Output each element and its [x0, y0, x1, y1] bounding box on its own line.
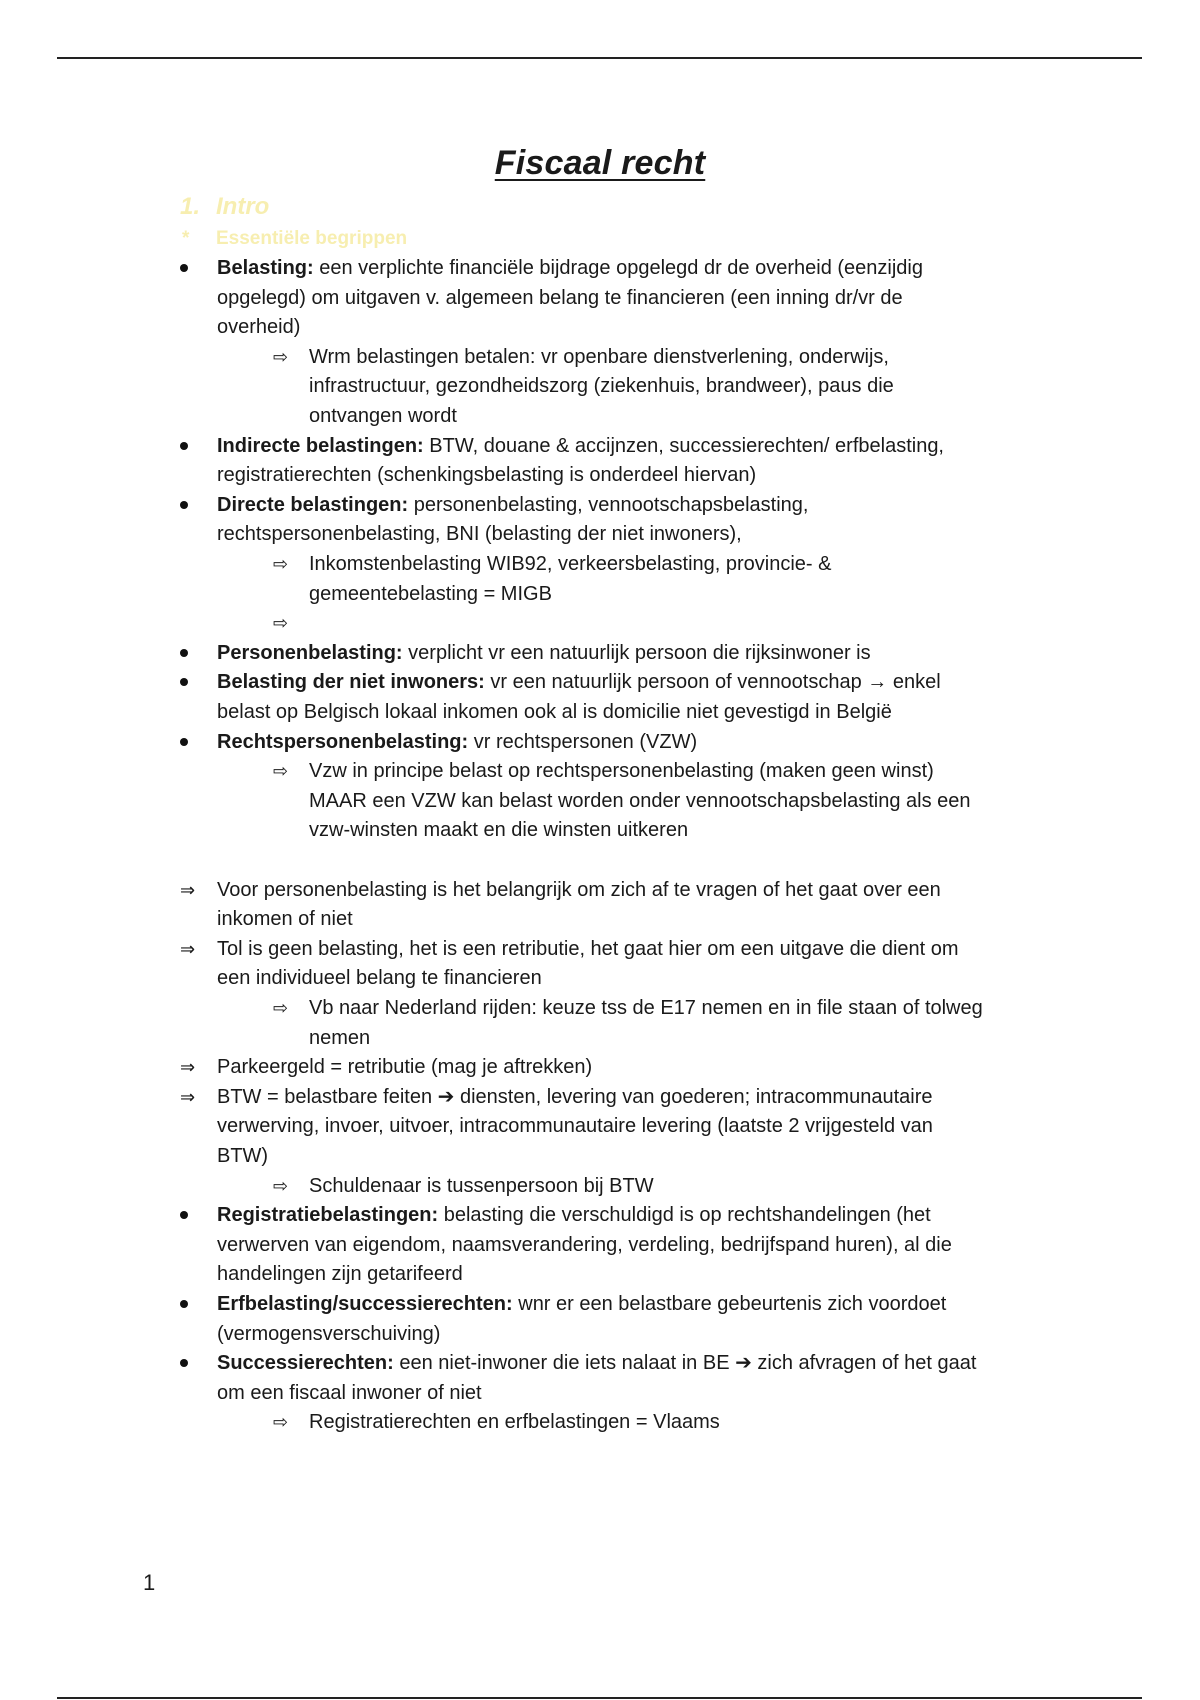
line-text: MAAR een VZW kan belast worden onder vennootschapsbelasting als een — [309, 790, 971, 812]
term-label: Personenbelasting: — [217, 642, 403, 664]
page-number: 1 — [143, 1570, 156, 1595]
text-line — [309, 994, 983, 1022]
line-text: Tol is geen belasting, het is een retributie, het gaat hier om een uitgave die dient om — [217, 938, 959, 960]
text-line — [217, 254, 923, 282]
text-line — [217, 728, 697, 756]
line-text: rechtspersonenbelasting, BNI (belasting der niet inwoners), — [217, 523, 742, 545]
arrow-icon: ⇒ — [180, 1087, 196, 1107]
line-text: vr een natuurlijk persoon of vennootschap → enkel — [484, 671, 941, 693]
text-line — [217, 1053, 592, 1081]
line-text: belast op Belgisch lokaal inkomen ook al is domicilie niet gevestigd in België — [217, 701, 892, 723]
term-label: Directe belastingen: — [217, 494, 409, 516]
line-text: (vermogensverschuiving) — [217, 1323, 441, 1345]
line-text: Vzw in principe belast op rechtspersonenbelasting (maken geen winst) — [309, 760, 934, 782]
arrow-icon: ⇨ — [273, 613, 289, 633]
text-line — [217, 698, 892, 726]
footer-rule — [57, 1697, 1142, 1699]
subsection-heading-text: Essentiële begrippen — [216, 228, 408, 249]
line-text: BTW, douane & accijnzen, successierechten/ erfbelasting, — [423, 435, 944, 457]
line-text: belasting die verschuldigd is op rechtshandelingen (het — [438, 1204, 931, 1226]
text-line — [217, 432, 944, 460]
document-title: Fiscaal recht — [494, 144, 706, 182]
text-line — [217, 1379, 482, 1407]
text-line — [309, 1024, 370, 1052]
line-text: handelingen zijn getarifeerd — [217, 1263, 463, 1285]
section-heading-number: 1. — [180, 193, 201, 220]
arrow-icon: ⇒ — [180, 939, 196, 959]
arrow-icon: ⇨ — [273, 347, 289, 367]
bullet-icon — [180, 254, 188, 282]
arrow-icon: ⇒ — [180, 880, 196, 900]
term-label: Belasting der niet inwoners: — [217, 671, 485, 693]
text-line — [309, 1172, 654, 1200]
text-line — [217, 668, 941, 696]
term-label: Indirecte belastingen: — [217, 435, 424, 457]
text-line — [217, 964, 542, 992]
line-text: nemen — [309, 1027, 371, 1049]
text-line — [217, 1260, 463, 1288]
line-text: Vb naar Nederland rijden: keuze tss de E17 nemen en in file staan of tolweg — [309, 997, 983, 1019]
text-line — [217, 1201, 931, 1229]
line-text: Wrm belastingen betalen: vr openbare dienstverlening, onderwijs, — [309, 346, 889, 368]
text-line — [217, 313, 300, 341]
text-line — [309, 757, 934, 785]
section-heading — [180, 193, 269, 221]
line-text: om een fiscaal inwoner of niet — [217, 1382, 482, 1404]
line-text: Voor personenbelasting is het belangrijk om zich af te vragen of het gaat over een — [217, 879, 941, 901]
bullet-dot — [180, 678, 188, 686]
text-line — [309, 402, 457, 430]
arrow-icon: ⇨ — [273, 1176, 289, 1196]
line-text: vr rechtspersonen (VZW) — [468, 731, 698, 753]
text-line — [217, 905, 353, 933]
arrow-icon: ⇨ — [273, 998, 289, 1018]
arrow-icon: ⇨ — [273, 761, 289, 781]
bullet-icon — [180, 1290, 188, 1318]
bullet-icon — [180, 728, 188, 756]
term-label: Belasting: — [217, 257, 314, 279]
line-text: Schuldenaar is tussenpersoon bij BTW — [309, 1175, 654, 1197]
bullet-dot — [180, 1211, 188, 1219]
text-line — [217, 1320, 440, 1348]
line-text: personenbelasting, vennootschapsbelasting, — [408, 494, 809, 516]
bullet-dot — [180, 501, 188, 509]
bullet-dot — [180, 738, 188, 746]
line-text: ontvangen wordt — [309, 405, 457, 427]
line-text: inkomen of niet — [217, 908, 353, 930]
arrow-icon: ⇨ — [273, 1412, 289, 1432]
text-line — [217, 284, 903, 312]
text-line — [217, 1349, 976, 1377]
line-text: een individueel belang te financieren — [217, 967, 542, 989]
bullet-dot — [180, 1300, 188, 1308]
term-label: Registratiebelastingen: — [217, 1204, 439, 1226]
line-text: infrastructuur, gezondheidszorg (ziekenhuis, brandweer), paus die — [309, 375, 894, 397]
bullet-icon — [180, 432, 188, 460]
text-line — [217, 1112, 933, 1140]
text-line — [309, 1408, 720, 1436]
line-text: wnr er een belastbare gebeurtenis zich voordoet — [512, 1293, 947, 1315]
term-label: Erfbelasting/successierechten: — [217, 1293, 513, 1315]
line-text: Registratierechten en erfbelastingen = Vlaams — [309, 1411, 720, 1433]
line-text: opgelegd) om uitgaven v. algemeen belang te financieren (een inning dr/vr de — [217, 287, 903, 309]
term-label: Successierechten: — [217, 1352, 394, 1374]
bullet-dot — [180, 649, 188, 657]
subsection-marker: * — [182, 228, 190, 249]
text-line — [217, 491, 808, 519]
text-line — [217, 1290, 946, 1318]
bullet-icon — [180, 1349, 188, 1377]
term-label: Rechtspersonenbelasting: — [217, 731, 469, 753]
text-line — [217, 639, 871, 667]
header-rule — [57, 57, 1142, 59]
bullet-dot — [180, 1359, 188, 1367]
text-line — [217, 1083, 933, 1111]
text-line — [309, 372, 894, 400]
bullet-dot — [180, 442, 188, 450]
bullet-dot — [180, 264, 188, 272]
line-text: een verplichte financiële bijdrage opgelegd dr de overheid (eenzijdig — [313, 257, 923, 279]
text-line — [217, 520, 742, 548]
text-line — [217, 461, 756, 489]
line-text: overheid) — [217, 316, 301, 338]
text-line — [217, 1142, 268, 1170]
text-line — [309, 343, 889, 371]
line-text: Parkeergeld = retributie (mag je aftrekken) — [217, 1056, 593, 1078]
bullet-icon — [180, 491, 188, 519]
line-text: registratierechten (schenkingsbelasting is onderdeel hiervan) — [217, 464, 757, 486]
text-line — [309, 787, 971, 815]
arrow-icon: ⇨ — [273, 554, 289, 574]
bullet-icon — [180, 668, 188, 696]
text-line — [309, 550, 831, 578]
line-text: vzw-winsten maakt en die winsten uitkeren — [309, 819, 689, 841]
text-line — [309, 816, 688, 844]
section-heading-text: Intro — [216, 193, 270, 220]
text-line — [309, 580, 552, 608]
bullet-icon — [180, 1201, 188, 1229]
text-line — [217, 935, 959, 963]
line-text: verwerven van eigendom, naamsverandering, verdeling, bedrijfspand huren), al die — [217, 1234, 952, 1256]
line-text: BTW = belastbare feiten ➔ diensten, levering van goederen; intracommunautaire — [217, 1086, 933, 1108]
line-text: verwerving, invoer, uitvoer, intracommunautaire levering (laatste 2 vrijgesteld van — [217, 1115, 933, 1137]
text-line — [217, 876, 941, 904]
line-text: BTW) — [217, 1145, 269, 1167]
line-text: een niet-inwoner die iets nalaat in BE ➔ zich afvragen of het gaat — [393, 1352, 977, 1374]
text-line — [217, 1231, 952, 1259]
arrow-icon: ⇒ — [180, 1057, 196, 1077]
line-text: verplicht vr een natuurlijk persoon die rijksinwoner is — [402, 642, 871, 664]
bullet-icon — [180, 639, 188, 667]
line-text: gemeentebelasting = MIGB — [309, 583, 552, 605]
line-text: Inkomstenbelasting WIB92, verkeersbelasting, provincie- & — [309, 553, 832, 575]
subsection-heading — [182, 228, 407, 250]
